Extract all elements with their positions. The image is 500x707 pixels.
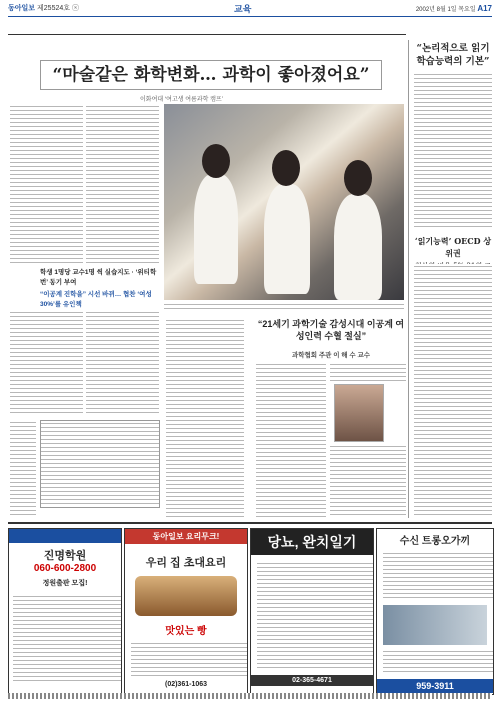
byline: 이화여대 ‘여고생 여름과학 캠프’ — [140, 97, 224, 103]
subhead-2: “이공계 진학을” 시선 바뀌… 협찬 ‘여성 30%’를 유인책 — [40, 291, 152, 308]
body-col-3 — [10, 310, 83, 415]
ad-diabetes-phone: 02-365-4671 — [251, 675, 373, 686]
ad-clinic[interactable] — [376, 528, 494, 695]
body-col-1 — [10, 104, 83, 264]
ad-diabetes-title: 당뇨, 완치일기 — [251, 529, 373, 555]
portrait-photo — [334, 384, 384, 442]
page-header — [8, 2, 492, 17]
footer-rule — [8, 693, 492, 699]
sidebar-title-2: ‘읽기능력’ OECD 상위권 — [414, 236, 492, 258]
body-col-8 — [330, 444, 406, 518]
ad-academy[interactable] — [8, 528, 122, 695]
students-photo — [164, 104, 404, 300]
ad-cooking-sub2: 맛있는 빵 — [165, 626, 207, 637]
interview-subtitle: 과학협회 주관 이 해 수 교수 — [291, 352, 371, 359]
masthead-issue: 동아일보 제25524호 ⓢ — [8, 5, 79, 12]
date-page: 2002년 8월 1일 목요일 A17 — [415, 4, 492, 13]
subhead-1: 학생 1명당 교수1명 씩 실습지도 · ‘위티학번’ 동기 부여 — [40, 269, 157, 286]
ad-academy-sub: 정원출판 모집! — [42, 580, 88, 587]
table-figure — [40, 420, 160, 508]
interview-title: “21세기 과학기술 감성시대 이공계 여성인력 수혈 절실” — [257, 319, 405, 341]
body-col-2 — [86, 104, 159, 264]
sidebar-body-2 — [414, 264, 492, 518]
sidebar-title: “논리적으로 읽기 학습능력의 기본” — [416, 43, 490, 67]
ad-cooking-title: 동아일보 요리무크! — [125, 529, 247, 544]
ad-clinic-phone: 959-3911 — [377, 679, 493, 693]
ad-clinic-title: 수신 트롱오가끼 — [399, 536, 471, 547]
body-col-7 — [256, 362, 326, 518]
photo-caption — [164, 302, 404, 310]
ad-academy-title: 진명학원 — [43, 550, 87, 562]
body-col-8a — [330, 362, 406, 382]
headline: “마술같은 화학변화… 과학이 좋아졌어요” — [40, 60, 382, 90]
section-name: 교육 — [234, 4, 252, 14]
body-col-5 — [166, 318, 244, 518]
sidebar-body-1 — [414, 72, 492, 230]
ad-cooking-phone: (02)361-1063 — [164, 681, 208, 688]
ad-cooking[interactable] — [124, 528, 248, 695]
ad-diabetes[interactable] — [250, 528, 374, 695]
ad-academy-phone: 060-600-2800 — [33, 563, 97, 574]
body-col-4 — [86, 310, 159, 415]
body-col-6 — [10, 420, 36, 515]
ad-cooking-sub: 우리 집 초대요리 — [145, 557, 227, 569]
